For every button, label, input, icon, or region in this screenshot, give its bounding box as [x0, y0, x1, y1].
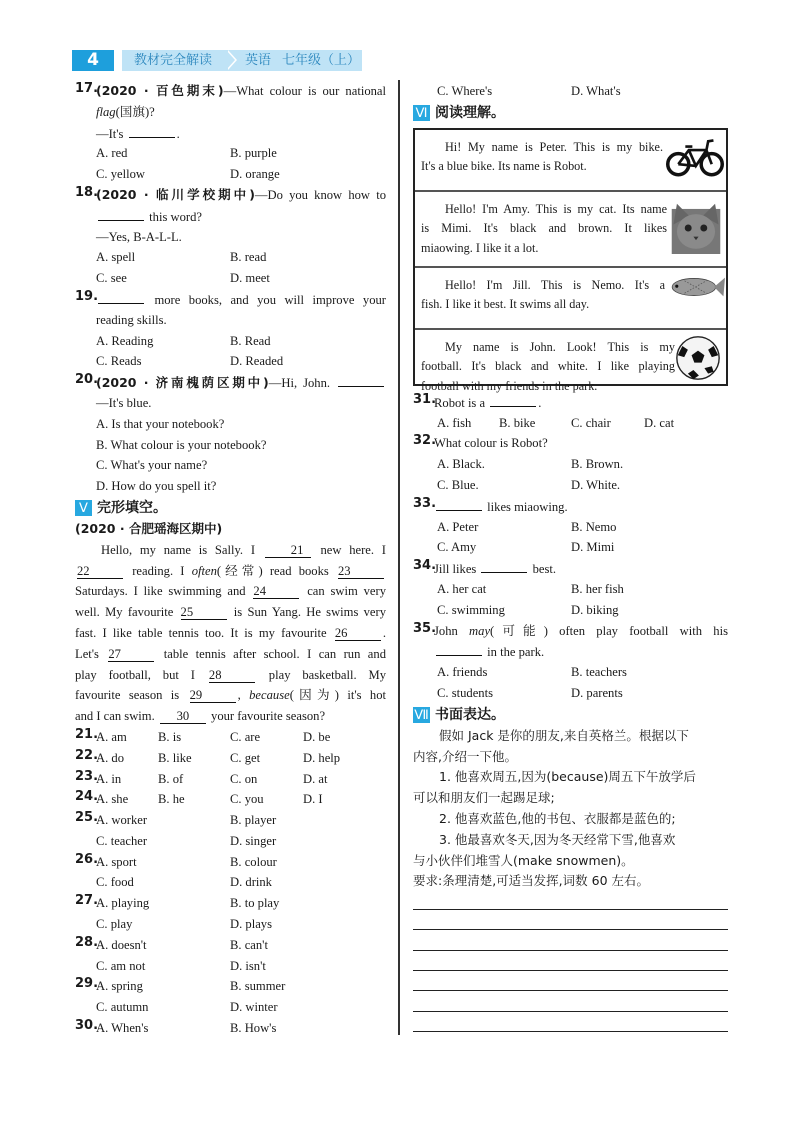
grade-label: 七年级（上）: [282, 53, 361, 68]
text-segment: —Hi, John.: [268, 376, 337, 391]
book-title: 教材完全解读: [134, 53, 213, 68]
left-column: [75, 81, 386, 1039]
answer-blank: [98, 289, 144, 304]
section-number-badge: Ⅴ: [75, 500, 92, 516]
question-stem-line: [75, 102, 386, 123]
option-row: [413, 683, 728, 704]
section-number-badge: Ⅵ: [413, 105, 430, 121]
text-segment: play football, but I: [75, 667, 207, 682]
text-segment: this word?: [146, 209, 202, 224]
answer-blank: 28: [209, 668, 255, 683]
answer-option: D. biking: [571, 602, 619, 617]
reading-passage: [415, 190, 726, 266]
answer-option: A. Is that your notebook?: [96, 416, 225, 431]
answer-option: C. Amy: [437, 540, 477, 555]
text-segment: more books, and you will improve your: [146, 292, 386, 307]
writing-prompt-line: 3. 他最喜欢冬天,因为冬天经常下雪,他喜欢: [439, 831, 676, 847]
question-source: (2020 · 临川学校期中): [96, 186, 255, 202]
cloze-line: [75, 623, 386, 644]
answer-option: A. do: [96, 750, 124, 765]
question-number: 31.: [413, 391, 437, 407]
passage-line: miaowing. I like it a lot.: [421, 240, 539, 255]
reading-passage: [415, 266, 726, 328]
answer-option: A. she: [96, 792, 129, 807]
text-segment: reading. I: [125, 563, 192, 578]
answer-option: D. be: [303, 729, 331, 744]
option-row: [413, 537, 728, 558]
answer-option: B. bike: [499, 415, 536, 430]
answer-blank: [129, 123, 175, 138]
answer-option: B. Brown.: [571, 457, 624, 472]
cloze-line: [75, 540, 386, 561]
text-segment: Jill likes: [434, 562, 480, 577]
answer-option: C. students: [437, 685, 493, 700]
option-row: [413, 579, 728, 600]
answer-option: A. Reading: [96, 333, 154, 348]
text-segment: table tennis after school. I can run and: [156, 646, 386, 661]
writing-line: [413, 930, 728, 950]
option-row: [75, 914, 386, 935]
option-row: [75, 852, 386, 873]
answer-option: C. swimming: [437, 602, 505, 617]
answer-blank: 24: [253, 584, 299, 599]
cloze-passage: [75, 540, 386, 727]
text-segment: is Sun Yang. He swims very: [228, 605, 386, 620]
question-stem-line: [75, 372, 386, 393]
answer-option: D. winter: [230, 1000, 278, 1015]
answer-option: D. parents: [571, 685, 623, 700]
section-title: 阅读理解。: [435, 104, 505, 121]
question-number: 26.: [75, 851, 99, 867]
answer-option: A. Peter: [437, 519, 479, 534]
answer-blank: [436, 641, 482, 656]
text-segment: (因为) it's hot: [289, 688, 386, 703]
cloze-line: [75, 706, 386, 727]
option-row: [413, 81, 728, 102]
option-row: [75, 435, 386, 456]
question-number: 29.: [75, 976, 99, 992]
question-number: 24.: [75, 789, 99, 805]
option-row: [75, 872, 386, 893]
answer-blank: 25: [181, 605, 227, 620]
text-segment: What colour is Robot?: [434, 436, 548, 451]
text-segment: .: [538, 395, 542, 410]
cloze-line: [75, 561, 386, 582]
question-number: 21.: [75, 726, 99, 742]
answer-option: A. Black.: [437, 457, 485, 472]
answer-blank: 26: [335, 626, 381, 641]
header-arrow-divider: [226, 50, 235, 70]
option-row: [413, 454, 728, 475]
answer-option: C. Reads: [96, 354, 142, 369]
answer-blank: 21: [265, 543, 311, 558]
section-number-badge: Ⅶ: [414, 706, 429, 722]
option-row: [75, 164, 386, 185]
right-column: [413, 81, 728, 1032]
option-row: [75, 268, 386, 289]
answer-option: D. cat: [644, 415, 675, 430]
text-segment: .: [382, 625, 386, 640]
answer-option: D. What's: [571, 84, 621, 98]
writing-prompt-line: 可以和朋友们一起踢足球;: [413, 790, 555, 806]
answer-option: B. her fish: [571, 581, 624, 596]
question-number: 34.: [413, 558, 437, 574]
italic-word: often: [191, 563, 217, 578]
answer-option: C. food: [96, 875, 134, 890]
question-stem-line: [75, 227, 386, 248]
option-row: [75, 351, 386, 372]
answer-option: C. chair: [571, 415, 611, 430]
answer-option: C. What's your name?: [96, 458, 208, 473]
answer-option: C. you: [230, 792, 264, 807]
reading-passages-box: [413, 128, 728, 393]
option-row: [75, 455, 386, 476]
answer-option: B. How's: [230, 1021, 277, 1036]
answer-blank: 27: [108, 647, 154, 662]
passage-line: football. It's black and white. I like playing: [421, 359, 675, 374]
answer-option: B. is: [158, 729, 182, 744]
section-heading: [75, 497, 386, 519]
answer-option: A. friends: [437, 665, 488, 680]
answer-option: B. purple: [230, 146, 277, 161]
answer-option: C. yellow: [96, 167, 145, 182]
passage-line: Hello! I'm Amy. This is my cat. Its name: [445, 201, 667, 216]
writing-prompt-line: 2. 他喜欢蓝色,他的书包、衣服都是蓝色的;: [439, 810, 676, 826]
answer-option: C. are: [230, 729, 261, 744]
section-title: 完形填空。: [97, 499, 167, 516]
option-row: [75, 810, 386, 831]
option-row: [75, 997, 386, 1018]
passage-line: My name is John. Look! This is my: [445, 339, 675, 354]
text-segment: —It's blue.: [96, 395, 152, 410]
answer-option: C. on: [230, 771, 258, 786]
text-segment: and I can swim.: [75, 709, 158, 724]
answer-option: C. get: [230, 750, 261, 765]
question-number: 25.: [75, 810, 99, 826]
question-number: 27.: [75, 893, 99, 909]
text-segment: —Yes, B-A-L-L.: [96, 229, 182, 244]
answer-option: D. Mimi: [571, 540, 615, 555]
answer-option: D. help: [303, 750, 341, 765]
option-row: [413, 413, 728, 434]
answer-option: A. sport: [96, 854, 137, 869]
option-row: [75, 727, 386, 748]
running-header: [122, 50, 362, 71]
text-segment: well. My favourite: [75, 605, 179, 620]
writing-prompt-line: 要求:条理清楚,可适当发挥,词数 60 左右。: [413, 873, 650, 889]
answer-option: A. her cat: [437, 581, 487, 596]
answer-option: C. teacher: [96, 833, 148, 848]
answer-option: A. spring: [96, 979, 143, 994]
question-number: 30.: [75, 1018, 99, 1034]
text-segment: —What colour is our national: [223, 84, 386, 98]
italic-word: flag: [96, 104, 116, 119]
answer-option: D. I: [303, 792, 323, 807]
question-number: 19.: [75, 288, 99, 304]
answer-option: A. When's: [96, 1021, 149, 1036]
text-segment: reading skills.: [96, 312, 167, 327]
answer-option: B. to play: [230, 896, 280, 911]
answer-option: B. of: [158, 771, 184, 786]
text-segment: your favourite season?: [207, 709, 326, 724]
option-row: [75, 476, 386, 497]
answer-blank: 22: [77, 564, 123, 579]
column-divider: [398, 80, 400, 1035]
option-row: [75, 976, 386, 997]
answer-option: A. doesn't: [96, 937, 147, 952]
answer-option: A. fish: [437, 415, 472, 430]
answer-blank: [338, 372, 384, 387]
text-segment: ,: [237, 688, 250, 703]
answer-option: B. player: [230, 813, 277, 828]
text-segment: likes miaowing.: [484, 499, 568, 514]
answer-option: A. worker: [96, 813, 148, 828]
question-number: 17.: [75, 81, 99, 96]
writing-line: [413, 971, 728, 991]
answer-option: A. spell: [96, 250, 136, 265]
answer-option: A. in: [96, 771, 122, 786]
section-heading: [413, 704, 728, 726]
answer-option: B. can't: [230, 937, 268, 952]
question-source: (2020 · 百色期末): [96, 83, 224, 98]
writing-line: [413, 991, 728, 1011]
answer-option: D. isn't: [230, 958, 266, 973]
answer-option: C. autumn: [96, 1000, 149, 1015]
subject-label: 英语: [245, 53, 272, 68]
writing-prompt-line: 假如 Jack 是你的朋友,来自英格兰。根据以下: [439, 727, 689, 743]
answer-option: C. Where's: [437, 84, 493, 98]
answer-option: D. at: [303, 771, 328, 786]
question-stem-line: [75, 81, 386, 102]
writing-line: [413, 892, 728, 910]
text-segment: can swim very: [301, 584, 386, 599]
option-row: [75, 893, 386, 914]
answer-option: B. Nemo: [571, 519, 617, 534]
question-stem-line: [413, 433, 728, 454]
question-number: 20.: [75, 372, 99, 388]
option-row: [75, 1018, 386, 1039]
answer-option: B. he: [158, 792, 185, 807]
answer-blank: 29: [190, 688, 236, 703]
section-heading: [413, 102, 728, 124]
question-stem-line: [75, 185, 386, 206]
question-source: (2020 · 合肥瑶海区期中): [75, 520, 223, 536]
option-row: [413, 662, 728, 683]
text-segment: —Do you know how to: [254, 187, 386, 202]
question-number: 35.: [413, 620, 437, 636]
answer-option: A. playing: [96, 896, 150, 911]
answer-option: B. Read: [230, 333, 271, 348]
question-stem-line: [413, 641, 728, 662]
italic-word: because: [249, 688, 290, 703]
answer-option: D. How do you spell it?: [96, 479, 217, 494]
text-segment: —It's: [96, 126, 127, 141]
passage-line: fish. I like it best. It swims all day.: [421, 297, 590, 312]
answer-option: D. singer: [230, 833, 277, 848]
answer-option: C. play: [96, 917, 133, 932]
writing-line: [413, 951, 728, 971]
answer-option: D. White.: [571, 477, 621, 492]
option-row: [75, 748, 386, 769]
option-row: [75, 935, 386, 956]
answer-option: B. read: [230, 250, 267, 265]
text-segment: Saturdays. I like swimming and: [75, 584, 252, 599]
option-row: [75, 769, 386, 790]
option-row: [75, 831, 386, 852]
italic-word: may: [469, 623, 491, 638]
reading-passage: [415, 328, 726, 393]
option-row: [75, 331, 386, 352]
answer-option: D. Readed: [230, 354, 284, 369]
text-segment: play basketball. My: [256, 667, 386, 682]
answer-blank: [98, 206, 144, 221]
answer-option: A. red: [96, 146, 128, 161]
question-stem-line: [75, 123, 386, 144]
question-stem-line: [75, 289, 386, 310]
answer-blank: [481, 558, 527, 573]
section-title: 书面表达。: [435, 706, 505, 723]
writing-prompt-line: 内容,介绍一下他。: [413, 748, 517, 764]
answer-option: B. colour: [230, 854, 277, 869]
answer-blank: 23: [338, 564, 384, 579]
passage-line: is Mimi. It's black and brown. It likes: [421, 221, 667, 236]
cloze-line: [75, 665, 386, 686]
answer-option: C. am not: [96, 958, 146, 973]
cloze-line: [75, 581, 386, 602]
answer-option: D. meet: [230, 271, 270, 286]
text-segment: Robot is a: [434, 395, 489, 410]
text-segment: new here. I: [312, 542, 386, 557]
writing-task: [413, 726, 728, 892]
page-number: 4: [72, 50, 114, 71]
option-row: [413, 600, 728, 621]
text-segment: (国旗)?: [115, 104, 155, 119]
writing-line: [413, 910, 728, 930]
text-segment: best.: [529, 562, 557, 577]
option-row: [75, 414, 386, 435]
question-number: 23.: [75, 768, 99, 784]
question-stem-line: [413, 558, 728, 579]
answer-blank: 30: [160, 709, 206, 724]
writing-prompt-line: 与小伙伴们堆雪人(make snowmen)。: [413, 852, 634, 868]
question-number: 28.: [75, 934, 99, 950]
passage-line: football with my friends in the park.: [421, 378, 598, 393]
answer-blank: [436, 496, 482, 511]
question-number: 32.: [413, 433, 437, 449]
answer-option: D. drink: [230, 875, 272, 890]
question-stem-line: [413, 496, 728, 517]
cloze-line: [75, 644, 386, 665]
question-number: 22.: [75, 747, 99, 763]
question-number: 33.: [413, 495, 437, 511]
question-source: (2020 · 济南槐荫区期中): [96, 375, 269, 391]
answer-option: D. orange: [230, 167, 280, 182]
text-segment: .: [176, 126, 180, 141]
text-segment: Let's: [75, 646, 107, 661]
option-row: [75, 143, 386, 164]
question-stem-line: [75, 310, 386, 331]
answer-option: B. teachers: [571, 665, 627, 680]
reading-passage: [415, 130, 726, 190]
writing-line: [413, 1012, 728, 1032]
question-stem-line: [75, 206, 386, 227]
text-segment: (可能) often play football with his: [490, 623, 728, 638]
passage-line: Hi! My name is Peter. This is my bike.: [445, 139, 663, 154]
answer-option: D. plays: [230, 917, 272, 932]
option-row: [75, 247, 386, 268]
option-row: [413, 475, 728, 496]
text-segment: Hello, my name is Sally. I: [101, 542, 263, 557]
question-stem-line: [413, 621, 728, 642]
text-segment: (经常) read books: [216, 563, 336, 578]
text-segment: favourite season is: [75, 688, 188, 703]
passage-line: Hello! I'm Jill. This is Nemo. It's a: [445, 277, 665, 292]
answer-writing-area: [413, 892, 728, 1032]
answer-option: B. What colour is your notebook?: [96, 437, 267, 452]
passage-line: It's a blue bike. Its name is Robot.: [421, 159, 587, 174]
question-number: 18.: [75, 184, 99, 200]
cloze-source: [75, 519, 386, 540]
text-segment: John: [434, 623, 470, 638]
answer-option: B. summer: [230, 979, 286, 994]
option-row: [413, 517, 728, 538]
cloze-line: [75, 685, 386, 706]
question-stem-line: [75, 393, 386, 414]
answer-option: C. see: [96, 271, 127, 286]
answer-option: B. like: [158, 750, 192, 765]
answer-option: A. am: [96, 729, 127, 744]
cloze-line: [75, 602, 386, 623]
text-segment: in the park.: [484, 645, 545, 660]
option-row: [75, 789, 386, 810]
option-row: [75, 956, 386, 977]
writing-prompt-line: 1. 他喜欢周五,因为(because)周五下午放学后: [439, 769, 696, 785]
answer-option: C. Blue.: [437, 477, 479, 492]
text-segment: fast. I like table tennis too. It is my favourite: [75, 625, 333, 640]
